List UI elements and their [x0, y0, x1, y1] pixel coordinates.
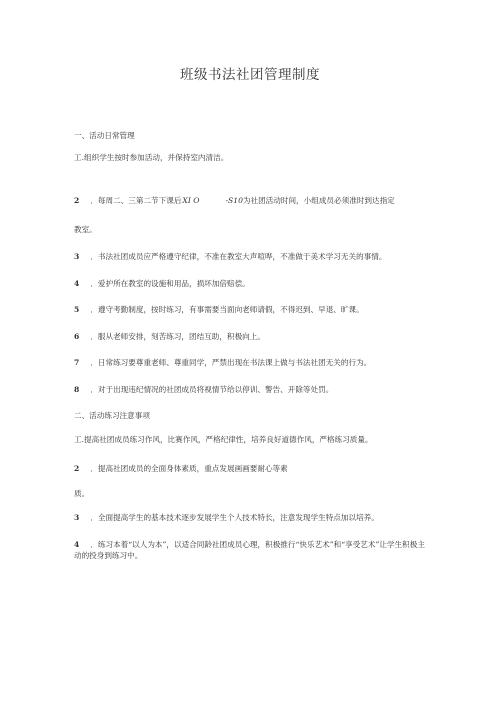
item-text: ．遵守考勤制度，按时练习，有事需要当面向老师请假，不得迟到、早退、旷课。 [90, 305, 364, 314]
item-number: 6 [74, 332, 80, 341]
item-number: 5 [74, 305, 80, 314]
item-text: ．书法社团成员应严格遵守纪律，不准在教室大声喧哗，不准做于美术学习无关的事情。 [90, 252, 387, 261]
item-number: 4 [74, 540, 80, 549]
item-number: 4 [74, 279, 80, 288]
list-item [74, 463, 288, 474]
time-end: -S10 [225, 196, 243, 205]
item-text: ．提高社团成员的全面身体素质，重点发展画画要耐心等素 [90, 464, 288, 473]
item-text: ．练习本着“以人为本”，以适合同龄社团成员心理，积极推行“快乐艺术”和“享受艺术”让学生积极主动的投身到练习中。 [74, 540, 425, 560]
list-item-continuation: 质。 [74, 489, 90, 498]
document-title: 班级书法社团管理制度 [180, 67, 320, 83]
item-text: .提高社团成员练习作风，比赛作风，严格纪律性，培养良好道德作风，严格练习质量。 [81, 435, 373, 444]
item-number: 2 [74, 196, 80, 205]
list-item [74, 512, 379, 523]
item-text: .组织学生按时参加活动，并保持室内清洁。 [81, 153, 229, 162]
item-text: ．对于出现违纪情况的社团成员将视情节给以停训、警告、开除等处罚。 [90, 385, 334, 394]
list-item [74, 304, 364, 315]
item-text: ．爱护所在教室的设施和用品，损坏加倍赔偿。 [90, 279, 250, 288]
list-item [74, 278, 250, 289]
list-item [74, 152, 228, 163]
list-item [74, 195, 395, 206]
item-text-cont: 为社团活动时间，小组成员必须准时到达指定 [242, 196, 395, 205]
item-number: 7 [74, 358, 80, 367]
list-item [74, 434, 373, 445]
list-item [74, 357, 371, 368]
item-text: ．每周二、三第二节下课后 [90, 196, 182, 205]
item-text: ．日常练习要尊重老师、尊重同学，严禁出现在书法课上做与书法社团无关的行为。 [90, 358, 372, 367]
item-number: 3 [74, 513, 80, 522]
list-item [74, 331, 265, 342]
item-text: ．服从老师安排，刻苦练习，团结互助，积极向上。 [90, 332, 265, 341]
list-item-continuation: 教室。 [74, 225, 97, 234]
list-item [74, 251, 386, 262]
section-heading-2: 二、活动练习注意事项 [74, 411, 150, 420]
item-number: 2 [74, 464, 80, 473]
section-heading-1: 一、活动日常管理 [74, 131, 135, 140]
item-number: 3 [74, 252, 80, 261]
item-text: ．全面提高学生的基本技术逐步发展学生个人技术特长，注意发现学生特点加以培养。 [90, 513, 379, 522]
time-start: XI O [182, 196, 200, 205]
item-number: 8 [74, 385, 80, 394]
item-number: 工 [74, 153, 82, 162]
list-item [74, 539, 430, 561]
list-item [74, 384, 333, 395]
item-number: 工 [74, 435, 82, 444]
